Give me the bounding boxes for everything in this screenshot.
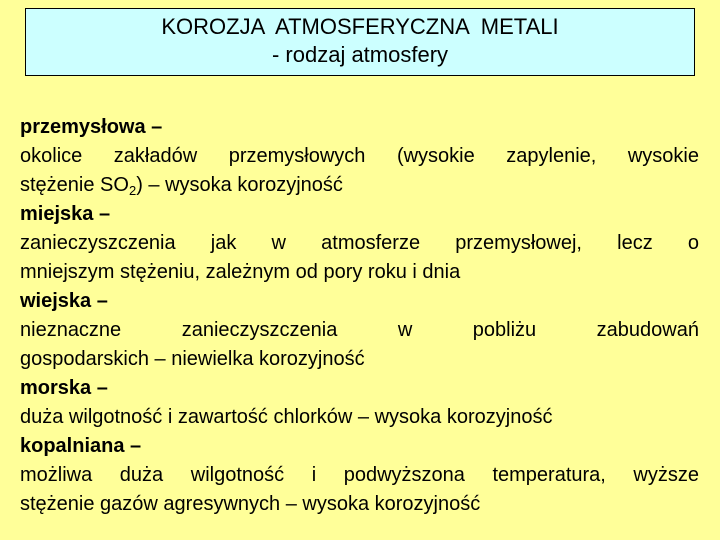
list-item-urban (20, 200, 699, 287)
desc-industrial-line-2 (20, 171, 699, 200)
term-industrial: przemysłowa – (20, 116, 163, 138)
slide-title: KOROZJA ATMOSFERYCZNA METALI (161, 14, 559, 39)
desc-industrial-line-1: okolice zakładów przemysłowych (wysokie zapylenie, wysokie (20, 145, 699, 167)
term-mining: kopalniana – (20, 435, 142, 457)
list-item-industrial (20, 113, 699, 200)
list-item-rural (20, 287, 699, 374)
title-box (25, 8, 695, 76)
desc-urban-line-1: zanieczyszczenia jak w atmosferze przemysłowej, lecz o (20, 232, 699, 254)
desc-mining-line-2: stężenie gazów agresywnych – wysoka korozyjność (20, 493, 481, 515)
term-urban: miejska – (20, 203, 111, 225)
desc-mining-line-1: możliwa duża wilgotność i podwyższona temperatura, wyższe (20, 464, 699, 486)
term-marine: morska – (20, 377, 108, 399)
desc-rural-line-1: nieznaczne zanieczyszczenia w pobliżu zabudowań (20, 319, 699, 341)
slide-subtitle: - rodzaj atmosfery (271, 42, 449, 67)
desc-rural-line-2: gospodarskich – niewielka korozyjność (20, 348, 365, 370)
desc-urban-line-2: mniejszym stężeniu, zależnym od pory roku i dnia (20, 261, 461, 283)
desc-marine-line-1: duża wilgotność i zawartość chlorków – wysoka korozyjność (20, 406, 553, 428)
atmosphere-list (20, 113, 699, 519)
list-item-marine (20, 374, 699, 432)
term-rural: wiejska – (20, 290, 108, 312)
desc-industrial-line-2-text: stężenie SO (20, 174, 129, 196)
so2-subscript: 2 (128, 183, 137, 198)
desc-industrial-line-2-end: ) – wysoka korozyjność (136, 174, 343, 196)
list-item-mining (20, 432, 699, 519)
